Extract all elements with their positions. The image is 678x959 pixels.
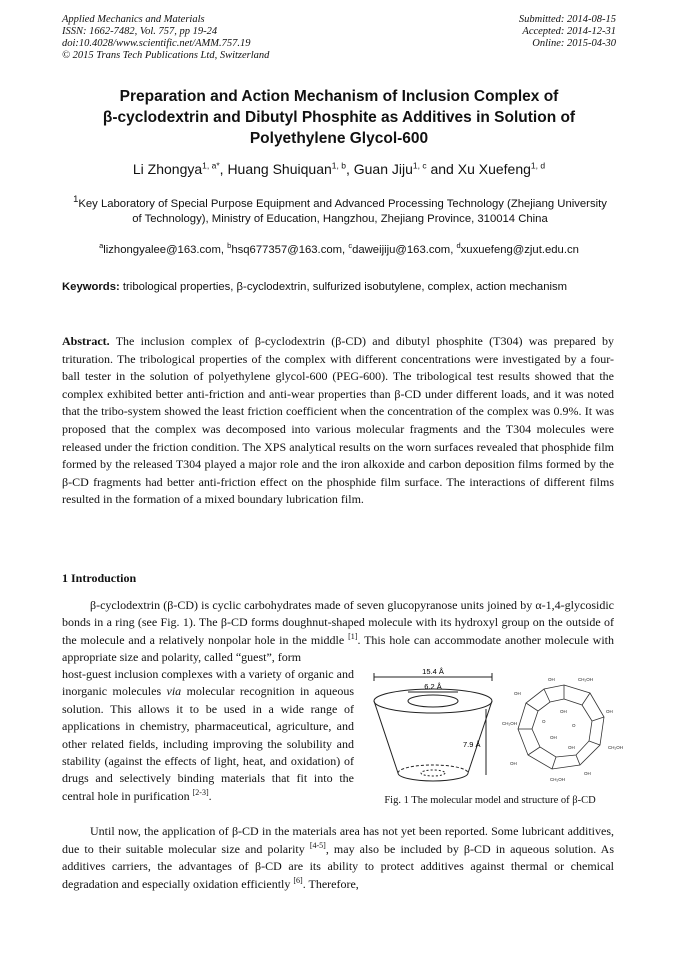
svg-text:OH: OH — [550, 735, 557, 740]
author-list — [60, 160, 618, 178]
bcd-structure — [518, 685, 604, 769]
italic-word: via — [166, 684, 182, 699]
email-link[interactable]: daweijiju@163.com, — [352, 244, 457, 256]
svg-text:CH₂OH: CH₂OH — [502, 721, 517, 726]
intro-paragraph-2 — [62, 823, 614, 893]
title-line: Preparation and Action Mechanism of Inclusion Complex of — [119, 88, 559, 105]
paper-title — [60, 86, 618, 149]
email-sup: c — [348, 241, 353, 251]
intro-paragraph-1-wrap — [62, 666, 354, 805]
author-sup: 1, b — [331, 160, 346, 171]
cone-bottom-rim — [398, 773, 468, 781]
accepted-date: Accepted: 2014-12-31 — [522, 26, 616, 37]
affiliation-text: Key Laboratory of Special Purpose Equipment and Advanced Processing Technology (Zhejiang University of Technology), Ministry of Education, Hangzhou, Zhejiang Province, 310014 China — [78, 198, 607, 225]
svg-text:OH: OH — [514, 691, 521, 696]
dimension-label-height: 7.9 Å — [463, 740, 481, 749]
title-line: β-cyclodextrin and Dibutyl Phosphite as Additives in Solution of — [102, 109, 576, 126]
email-link[interactable]: xuxuefeng@zjut.edu.cn — [460, 244, 579, 256]
keywords-label: Keywords: — [62, 281, 120, 293]
author-sup: 1, d — [530, 160, 546, 171]
structure-atom-labels — [502, 677, 623, 782]
svg-text:OH: OH — [560, 709, 567, 714]
author-name: , Guan Jiju — [345, 161, 413, 177]
submitted-date: Submitted: 2014-08-15 — [518, 14, 616, 25]
cone-cavity — [408, 695, 458, 707]
dates-header — [519, 14, 616, 50]
svg-text:OH: OH — [568, 745, 575, 750]
dimension-label-top: 15.4 Å — [422, 667, 444, 676]
keywords — [62, 280, 614, 295]
figure-caption: Fig. 1 The molecular model and structure of β-CD — [384, 795, 596, 806]
paragraph-text: molecular recognition in aqueous solution. This allows it to be used in a wide range of applications in chemistry, pharmaceutical, agriculture, and other related fields, including improving the solubility and stability (against the effects of light, heat, and oxidation) of drugs and selectively binding materials that fit into the central hole in purification — [62, 684, 354, 803]
paragraph-text: . This hole can accommodate another molecule with appropriate size and polarity, called “guest”, form — [62, 632, 614, 665]
svg-text:O: O — [542, 719, 546, 724]
paragraph-text: Until now, the application of β-CD in the materials area has not yet been reported. Some lubricant additives, due to their suitable molecular size and polarity — [62, 824, 614, 856]
journal-copyright: © 2015 Trans Tech Publications Ltd, Switzerland — [62, 50, 270, 61]
cone-bottom-hole — [421, 770, 445, 776]
paragraph-text: β-cyclodextrin (β-CD) is cyclic carbohydrates made of seven glucopyranose units joined by α-1,4-glycosidic bonds in a ring (see Fig. 1). The β-CD forms doughnut-shaped molecule with its hydroxyl group on the outside of the molecule and a relatively nonpolar hole in the middle — [62, 598, 614, 647]
section-heading: 1 Introduction — [62, 571, 137, 585]
intro-paragraph-1 — [62, 597, 614, 667]
journal-header — [62, 14, 269, 62]
journal-name: Applied Mechanics and Materials — [62, 14, 205, 25]
abstract — [62, 333, 614, 509]
online-date: Online: 2015-04-30 — [532, 38, 616, 49]
affiliation-sup: 1 — [73, 193, 79, 205]
keywords-text: tribological properties, β-cyclodextrin, sulfurized isobutylene, complex, action mechanism — [119, 281, 568, 293]
journal-doi: doi:10.4028/www.scientific.net/AMM.757.19 — [62, 38, 251, 49]
cone-side — [374, 701, 398, 773]
svg-text:OH: OH — [548, 677, 555, 682]
author-sup: 1, c — [412, 160, 427, 171]
abstract-text: The inclusion complex of β-cyclodextrin (β-CD) and dibutyl phosphite (T304) was prepared by trituration. The tribological properties of the complex with different concentrations were investigated by a four-ball tester in the solution of polyethylene glycol-600 (PEG-600). The tribological test results showed that the complex exhibited better anti-friction and anti-wear properties than β-CD under different loads, and it was noted that the tribo-system showed the least friction coefficient when the concentration of the complex was 0.9%. It was proposed that the complex was decomposed into various molecular fragments and the T304 molecules were released under the friction condition. The XPS analytical results on the worn surfaces revealed that phosphide film formed by the released T304 played a major role and the iron alkoxide and carbon deposition films formed by the β-CD fragments had better anti-friction effect on the phosphide film surface. The interactions of different films resulted in the formation of a mixed boundary lubrication film. — [62, 334, 614, 507]
svg-text:OH: OH — [510, 761, 517, 766]
paragraph-text: , may also be included by β-CD in aqueous solution. As additives carriers, the advantages of β-CD are its ability to protect additives against thermal or chemical degradation and especially oxidation efficiently — [62, 841, 614, 891]
svg-text:CH₂OH: CH₂OH — [608, 745, 623, 750]
email-sup: a — [99, 241, 104, 251]
paragraph-text: host-guest inclusion complexes with a variety of organic and inorganic molecules — [62, 667, 354, 699]
author-emails — [60, 243, 618, 257]
abstract-label: Abstract. — [62, 334, 110, 348]
svg-text:OH: OH — [584, 771, 591, 776]
author-name: and Xu Xuefeng — [426, 161, 531, 177]
svg-text:OH: OH — [606, 709, 613, 714]
svg-text:CH₂OH: CH₂OH — [550, 777, 565, 782]
citation-ref: [6] — [293, 875, 303, 885]
svg-text:CH₂OH: CH₂OH — [578, 677, 593, 682]
paragraph-text: . Therefore, — [302, 876, 359, 891]
email-sup: b — [227, 241, 232, 251]
cone-side — [468, 701, 492, 773]
citation-ref: [4-5] — [309, 840, 326, 850]
author-name: Li Zhongya — [132, 161, 203, 177]
author-sup: 1, a* — [202, 160, 220, 171]
bcd-figure-svg — [364, 665, 623, 793]
title-line: Polyethylene Glycol-600 — [249, 130, 429, 147]
citation-ref: [2-3] — [192, 787, 209, 797]
svg-text:O: O — [572, 723, 576, 728]
journal-issn: ISSN: 1662-7482, Vol. 757, pp 19-24 — [62, 26, 218, 37]
citation-ref: [1] — [348, 631, 358, 641]
cone-bottom-rim-hidden — [398, 765, 468, 773]
email-link[interactable]: hsq677357@163.com, — [231, 244, 349, 256]
ring-inner — [532, 699, 592, 757]
cone-top-rim — [374, 689, 492, 713]
email-sup: d — [456, 241, 461, 251]
figure-1 — [364, 665, 623, 810]
email-link[interactable]: lizhongyalee@163.com, — [103, 244, 228, 256]
dimension-label-inner: 6.2 Å — [424, 682, 442, 691]
author-name: , Huang Shuiquan — [219, 161, 332, 177]
affiliation — [70, 193, 610, 227]
paragraph-text: . — [208, 788, 212, 803]
